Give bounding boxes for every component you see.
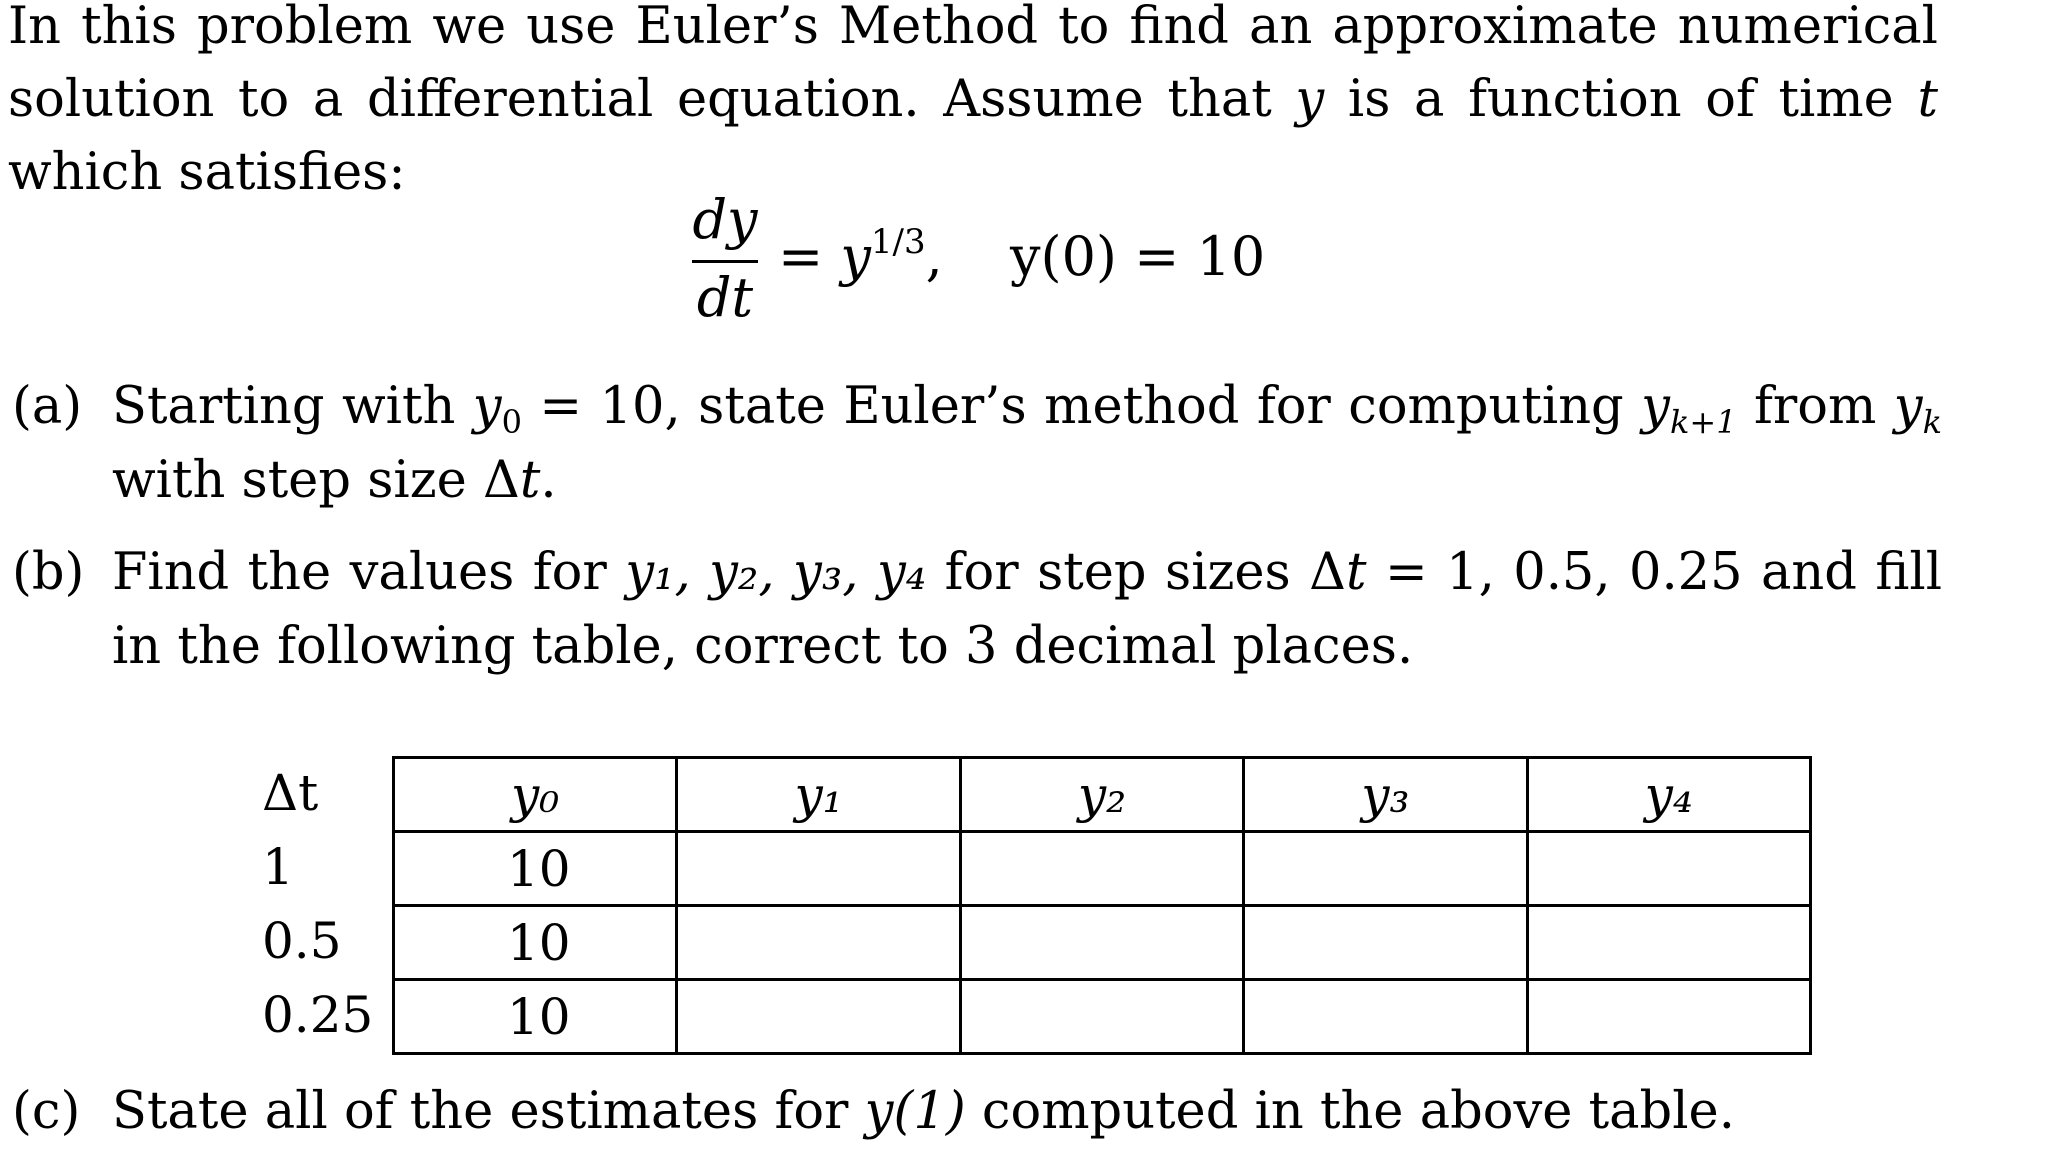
rhs-base: = y: [778, 225, 871, 288]
part-a-text: [112, 370, 1942, 518]
fraction-denominator: dt: [696, 266, 754, 329]
intro-text-2: is a function of time: [1324, 70, 1918, 129]
part-a-text-2: = 10, state Euler’s method for computing: [521, 377, 1642, 436]
step-size-header: Δt: [262, 764, 319, 822]
part-b-text-3: = 1, 0.5, 0.25 and fill in the following table, correct to 3 decimal places.: [112, 543, 1943, 676]
table-header-row: [394, 758, 1811, 832]
part-a-yk1: y: [1641, 377, 1670, 436]
table-cell-empty[interactable]: [1244, 980, 1527, 1054]
table-cell-empty[interactable]: [960, 906, 1243, 980]
table-cell-y0: 10: [394, 980, 677, 1054]
part-b-t: t: [1346, 543, 1367, 602]
table-cell-y0: 10: [394, 832, 677, 906]
fraction-bar: [692, 260, 758, 263]
header-y2: y₂: [960, 758, 1243, 832]
part-a-marker: (a): [12, 377, 83, 436]
part-c-text-2: computed in the above table.: [965, 1082, 1735, 1141]
step-size-value: 1: [262, 838, 294, 896]
part-c-text: [112, 1075, 1942, 1149]
table-cell-empty[interactable]: [1244, 832, 1527, 906]
part-a-y0: y: [472, 377, 502, 436]
header-y1: y₁: [677, 758, 960, 832]
table-cell-empty[interactable]: [677, 980, 960, 1054]
header-y0: y₀: [394, 758, 677, 832]
part-a-sub-k1: k+1: [1669, 403, 1737, 441]
part-a-sub-k: k: [1922, 403, 1942, 441]
table-cell-empty[interactable]: [1527, 906, 1810, 980]
initial-condition: y(0) = 10: [1010, 225, 1266, 288]
part-b-text: [112, 536, 1942, 684]
part-b-text-1: Find the values for: [112, 543, 626, 602]
var-t: t: [1917, 70, 1939, 129]
part-a-sub-0: 0: [501, 403, 522, 441]
part-a-t: t: [519, 451, 541, 510]
table-cell-empty[interactable]: [1527, 832, 1810, 906]
rhs-exponent: 1/3: [870, 222, 926, 262]
table-cell-empty[interactable]: [1527, 980, 1810, 1054]
fraction-numerator: dy: [692, 188, 758, 251]
intro-text-1: In this problem we use Euler’s Method to find an approximate numerical solution to a differential equation. Assume that: [8, 0, 1938, 129]
step-size-column: [262, 756, 372, 1052]
part-a-text-3: from: [1736, 377, 1894, 436]
part-a-text-4: with step size Δ: [112, 451, 520, 510]
table-cell-empty[interactable]: [960, 980, 1243, 1054]
step-size-value: 0.25: [262, 986, 374, 1044]
part-b-text-2: for step sizes Δ: [926, 543, 1347, 602]
equation-rhs: [778, 222, 943, 288]
var-y: y: [1295, 70, 1325, 129]
table-cell-empty[interactable]: [1244, 906, 1527, 980]
table-cell-y0: 10: [394, 906, 677, 980]
part-c-y1: y(1): [864, 1082, 966, 1141]
part-a-yk: y: [1893, 377, 1923, 436]
header-y3: y₃: [1244, 758, 1527, 832]
intro-text-3: which satisfies:: [8, 143, 406, 202]
problem-intro: [8, 0, 1938, 209]
part-b-marker: (b): [12, 543, 85, 602]
differential-equation: [690, 190, 1390, 330]
table-row: [394, 980, 1811, 1054]
header-y4: y₄: [1527, 758, 1810, 832]
part-c-marker: (c): [12, 1082, 81, 1141]
table-cell-empty[interactable]: [960, 832, 1243, 906]
part-c-text-1: State all of the estimates for: [112, 1082, 865, 1141]
rhs-comma: ,: [925, 225, 943, 288]
step-size-value: 0.5: [262, 912, 342, 970]
table-cell-empty[interactable]: [677, 906, 960, 980]
table-cell-empty[interactable]: [677, 832, 960, 906]
euler-table: [392, 756, 1812, 1055]
table-row: [394, 906, 1811, 980]
part-a-text-5: .: [540, 451, 557, 510]
part-b-values-list: y₁, y₂, y₃, y₄: [625, 543, 927, 602]
part-a-text-1: Starting with: [112, 377, 473, 436]
table-row: [394, 832, 1811, 906]
